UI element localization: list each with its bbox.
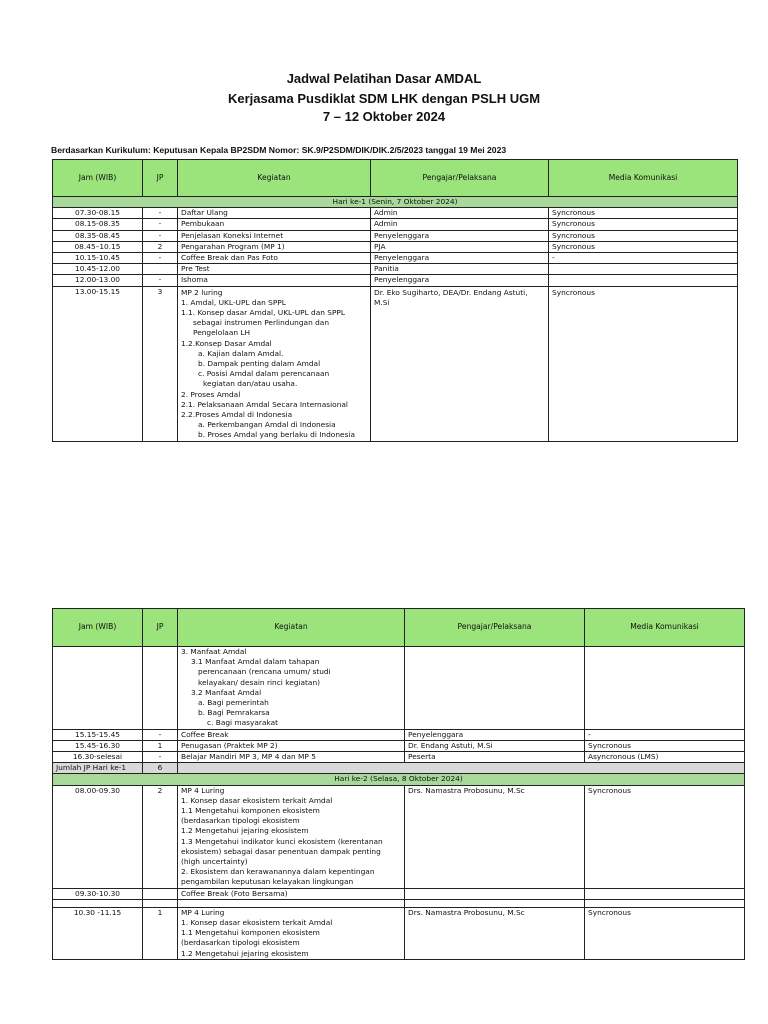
cell-jp: - [143,752,178,763]
col-kegiatan-header: Kegiatan [178,160,371,197]
detail-line: kelayakan/ desain rinci kegiatan) [198,677,321,687]
detail-line: sebagai instrumen Perlindungan dan [193,318,330,328]
cell-kegiatan: Pembukaan [178,219,371,230]
document-dates: 7 – 12 Oktober 2024 [322,109,446,124]
col-pengajar-header: Pengajar/Pelaksana [371,160,549,197]
detail-line: c. Posisi Amdal dalam perencanaan [198,369,330,379]
cell-media [549,275,738,286]
cell-jp: - [143,208,178,219]
cell-pengajar [405,647,585,730]
cell-jam: 15.45-16.30 [53,740,143,751]
cell-kegiatan: Daftar Ulang [178,208,371,219]
col-jp-header: JP [143,609,178,647]
cell-kegiatan: Ishoma [178,275,371,286]
cell-jam: 10.45-12.00 [53,264,143,275]
cell-media: Syncronous [549,208,738,219]
detail-line: 2. Proses Amdal [181,389,241,399]
cell-media: - [585,729,745,740]
detail-line: 3. Manfaat Amdal [181,647,247,656]
cell-pengajar: Admin [371,208,549,219]
col-media-header: Media Komunikasi [549,160,738,197]
cell-jam: 16.30-selesai [53,752,143,763]
cell-jp: - [143,219,178,230]
cell-jam: 12.00-13.00 [53,275,143,286]
cell-kegiatan: Coffee Break (Foto Bersama) [178,888,405,899]
cell-kegiatan: Coffee Break dan Pas Foto [178,253,371,264]
col-jam-header: Jam (WIB) [53,609,143,647]
cell-pengajar: Penyelenggara [371,253,549,264]
cell-jam: 09.30-10.30 [53,888,143,899]
cell-kegiatan-detail [178,907,405,959]
spacer-cell [143,899,178,907]
cell-media: Syncronous [549,286,738,441]
detail-line: 1. Amdal, UKL-UPL dan SPPL [181,297,286,307]
cell-media: Syncronous [585,785,745,888]
cell-media: Syncronous [549,219,738,230]
detail-line: (berdasarkan tipologi ekosistem [181,938,300,948]
col-jp-header: JP [143,160,178,197]
detail-line: a. Perkembangan Amdal di Indonesia [198,420,336,430]
detail-line: a. Kajian dalam Amdal. [198,348,284,358]
cell-pengajar: Penyelenggara [405,729,585,740]
day-label: Hari ke-2 (Selasa, 8 Oktober 2024) [53,774,745,785]
table-row [53,740,745,751]
spacer-cell [405,899,585,907]
detail-line: 1.1. Konsep dasar Amdal, UKL-UPL dan SPPL [181,308,346,318]
detail-line: b. Dampak penting dalam Amdal [198,359,321,369]
cell-jam: 08.35-08.45 [53,230,143,241]
cell-media: - [549,253,738,264]
detail-line: 1.1 Mengetahui komponen ekosistem [181,806,320,816]
curriculum-basis: Berdasarkan Kurikulum: Keputusan Kepala BP2SDM Nomor: SK.9/P2SDM/DIK/DIK.2/5/2023 tanggal 19 Mei 2023 [51,145,507,155]
detail-line: perencanaan (rencana umum/ studi [198,667,331,677]
detail-line: 2. Ekosistem dan kerawanannya dalam kepentingan [181,867,375,877]
detail-line: Pengelolaan LH [193,328,251,338]
cell-pengajar: PJA [371,241,549,252]
table-row [53,208,738,219]
cell-media: Syncronous [549,241,738,252]
table-row [53,230,738,241]
col-jam-header: Jam (WIB) [53,160,143,197]
detail-line: c. Bagi masyarakat [207,718,279,728]
total-label: Jumlah JP Hari ke-1 [53,763,143,774]
detail-line: MP 4 Luring [181,785,225,795]
detail-line: MP 4 Luring [181,907,225,917]
cell-media [549,264,738,275]
cell-jp [143,264,178,275]
cell-kegiatan-detail [178,286,371,441]
cell-jp: - [143,253,178,264]
table-row [53,729,745,740]
detail-line: b. Bagi Pemrakarsa [198,708,270,718]
cell-pengajar: Penyelenggara [371,275,549,286]
table-row [53,752,745,763]
detail-line: 1.1 Mengetahui komponen ekosistem [181,928,320,938]
cell-jp: - [143,729,178,740]
cell-media: Asyncronous (LMS) [585,752,745,763]
cell-media [585,647,745,730]
detail-line: 1.3 Mengetahui indikator kunci ekosistem (kerentanan [181,836,383,846]
table-row [53,888,745,899]
cell-jam: 07.30-08.15 [53,208,143,219]
day-label: Hari ke-1 (Senin, 7 Oktober 2024) [53,197,738,208]
pengajar-line: M.Si [374,297,390,307]
cell-jam [53,647,143,730]
cell-pengajar: Admin [371,219,549,230]
detail-line: 3.2 Manfaat Amdal [191,687,262,697]
col-kegiatan-header: Kegiatan [178,609,405,647]
detail-line: 1.2.Konsep Dasar Amdal [181,338,272,348]
cell-jam: 08.00-09.30 [53,785,143,888]
cell-media: Syncronous [585,907,745,959]
cell-kegiatan: Belajar Mandiri MP 3, MP 4 dan MP 5 [178,752,405,763]
detail-line: b. Proses Amdal yang berlaku di Indonesia [198,430,355,440]
detail-line: pengambilan keputusan kelayakan lingkungan [181,877,354,887]
total-empty [178,763,745,774]
detail-line: 2.1. Pelaksanaan Amdal Secara Internasional [181,399,348,409]
spacer-cell [585,899,745,907]
detail-line: (high uncertainty) [181,857,248,867]
detail-line: (berdasarkan tipologi ekosistem [181,816,300,826]
cell-pengajar: Drs. Namastra Probosunu, M.Sc [405,785,585,888]
cell-pengajar: Drs. Namastra Probosunu, M.Sc [405,907,585,959]
table-row [53,219,738,230]
cell-jam: 10.15-10.45 [53,253,143,264]
table-row-mp2 [53,286,738,441]
table-row-mp4 [53,785,745,888]
detail-line: a. Bagi pemerintah [198,698,269,708]
detail-line: 1. Konsep dasar ekosistem terkait Amdal [181,918,333,928]
day-header [53,774,745,785]
cell-jp [143,647,178,730]
cell-kegiatan: Pengarahan Program (MP 1) [178,241,371,252]
detail-line: kegiatan dan/atau usaha. [203,379,298,389]
cell-jam: 13.00-15.15 [53,286,143,441]
detail-line: 1.2 Mengetahui jejaring ekosistem [181,948,309,958]
cell-jam: 08.45–10.15 [53,241,143,252]
table-row-continued [53,647,745,730]
cell-kegiatan-detail [178,785,405,888]
day-header [53,197,738,208]
total-row [53,763,745,774]
cell-jp: - [143,230,178,241]
cell-media: Syncronous [585,740,745,751]
cell-jp: 1 [143,907,178,959]
cell-jp: 1 [143,740,178,751]
cell-jp: 3 [143,286,178,441]
document-title: Jadwal Pelatihan Dasar AMDAL [286,71,482,86]
cell-jp: 2 [143,785,178,888]
detail-line: ekosistem) sebagai dasar penentuan dampak penting [181,846,381,856]
cell-jam: 15.15-15.45 [53,729,143,740]
table-row [53,241,738,252]
detail-line: MP 2 luring [181,287,223,297]
schedule-table-2 [52,608,745,960]
table-row [53,253,738,264]
cell-pengajar [405,888,585,899]
table-header [53,160,738,197]
cell-pengajar [371,286,549,441]
cell-kegiatan-detail [178,647,405,730]
detail-line: 3.1 Manfaat Amdal dalam tahapan [191,657,320,667]
table-row [53,264,738,275]
cell-pengajar: Penyelenggara [371,230,549,241]
total-value: 6 [143,763,178,774]
spacer-cell [53,899,143,907]
cell-jam: 08.15-08.35 [53,219,143,230]
table-header [53,609,745,647]
detail-line: 1. Konsep dasar ekosistem terkait Amdal [181,795,333,805]
cell-pengajar: Peserta [405,752,585,763]
detail-line: 1.2 Mengetahui jejaring ekosistem [181,826,309,836]
cell-jam: 10.30 -11.15 [53,907,143,959]
cell-jp: 2 [143,241,178,252]
col-pengajar-header: Pengajar/Pelaksana [405,609,585,647]
cell-jp [143,888,178,899]
detail-line: 2.2.Proses Amdal di Indonesia [181,410,293,420]
cell-kegiatan: Penjelasan Koneksi Internet [178,230,371,241]
spacer-row [53,899,745,907]
cell-media: Syncronous [549,230,738,241]
col-media-header: Media Komunikasi [585,609,745,647]
pengajar-line: Dr. Eko Sugiharto, DEA/Dr. Endang Astuti, [374,287,528,297]
cell-pengajar: Dr. Endang Astuti, M.Si [405,740,585,751]
table-row-mp4 [53,907,745,959]
cell-pengajar: Panitia [371,264,549,275]
cell-kegiatan: Coffee Break [178,729,405,740]
cell-media [585,888,745,899]
table-row [53,275,738,286]
document-subtitle: Kerjasama Pusdiklat SDM LHK dengan PSLH UGM [227,91,541,106]
cell-jp: - [143,275,178,286]
spacer-cell [178,899,405,907]
cell-kegiatan: Penugasan (Praktek MP 2) [178,740,405,751]
cell-kegiatan: Pre Test [178,264,371,275]
schedule-table-1 [52,159,738,442]
